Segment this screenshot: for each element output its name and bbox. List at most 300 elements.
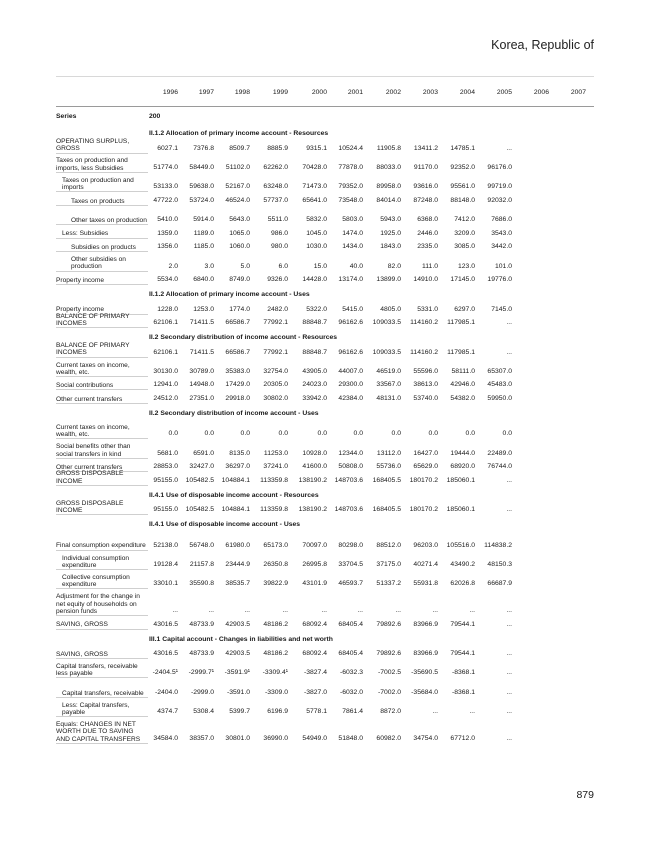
row-label: BALANCE OF PRIMARY INCOMES xyxy=(56,312,130,327)
cell-2005: 76744.0 xyxy=(487,463,512,471)
cell-2001: 148703.6 xyxy=(334,506,363,514)
cell-1996: 30130.0 xyxy=(153,367,178,375)
row-label: Adjustment for the change in net equity of households on pension funds xyxy=(56,593,140,615)
cell-2001: 1434.0 xyxy=(342,243,363,251)
cell-1996: 19128.4 xyxy=(153,561,178,569)
cell-2001: 7861.4 xyxy=(342,708,363,716)
cell-2005: ... xyxy=(506,348,512,356)
cell-2000: 15.0 xyxy=(313,262,327,270)
cell-2000: 71473.0 xyxy=(302,183,327,191)
cell-1996: 95155.0 xyxy=(153,506,178,514)
cell-2003: -35684.0 xyxy=(411,688,438,696)
row-label: Other subsidies on production xyxy=(71,256,126,271)
cell-1998: 42903.5 xyxy=(225,620,250,628)
cell-2004: 88148.0 xyxy=(450,196,475,204)
cell-1999: 32754.0 xyxy=(263,367,288,375)
series-label: Series xyxy=(56,113,77,120)
cell-2003: 96203.0 xyxy=(413,541,438,549)
section-heading: II.2 Secondary distribution of income account - Resources xyxy=(149,334,338,342)
table-row xyxy=(0,312,650,329)
cell-1999: 0.0 xyxy=(278,430,288,438)
cell-1997: 5914.0 xyxy=(193,216,214,224)
cell-1999: ... xyxy=(282,607,288,614)
section-heading: III.1 Capital account - Changes in liabilities and net worth xyxy=(149,635,333,643)
cell-2005: 45483.0 xyxy=(487,381,512,389)
cell-1997: 7376.8 xyxy=(193,144,214,152)
table-row xyxy=(0,390,650,404)
cell-1998: 5643.0 xyxy=(229,216,250,224)
cell-1997: 58449.0 xyxy=(189,163,214,171)
cell-1996: 34584.0 xyxy=(153,734,178,742)
cell-1996: 1228.0 xyxy=(157,305,178,313)
cell-2001: 0.0 xyxy=(353,430,363,438)
cell-2004: 105516.0 xyxy=(446,541,475,549)
cell-2000: 138190.2 xyxy=(298,506,327,514)
cell-2001: 96162.6 xyxy=(338,319,363,327)
table-row xyxy=(0,239,650,253)
cell-1999: 57737.0 xyxy=(263,196,288,204)
cell-2003: 180170.2 xyxy=(409,476,438,484)
cell-1996: 51774.0 xyxy=(153,163,178,171)
cell-2004: 123.0 xyxy=(457,262,475,270)
cell-2002: 82.0 xyxy=(387,262,401,270)
cell-2005: ... xyxy=(506,650,512,657)
cell-2002: 11905.8 xyxy=(376,144,401,152)
cell-2003: -35690.5 xyxy=(411,669,438,677)
cell-1998: 36297.0 xyxy=(225,463,250,471)
cell-1996: 0.0 xyxy=(168,430,178,438)
cell-1998: 66586.7 xyxy=(225,348,250,356)
cell-1999: 9326.0 xyxy=(267,276,288,284)
cell-2003: 6368.0 xyxy=(417,216,438,224)
year-header-2005: 2005 xyxy=(496,89,512,96)
cell-2005: 96176.0 xyxy=(487,163,512,171)
cell-1999: 11253.0 xyxy=(263,449,288,457)
cell-1996: 24512.0 xyxy=(153,394,178,402)
cell-1997: 14948.0 xyxy=(189,381,214,389)
cell-1996: 1356.0 xyxy=(157,243,178,251)
cell-2004: 185060.1 xyxy=(446,506,475,514)
year-header-1999: 1999 xyxy=(272,89,288,96)
table-row xyxy=(0,420,650,439)
row-label: Capital transfers, receivable xyxy=(62,689,144,697)
cell-1997: 30789.0 xyxy=(189,367,214,375)
cell-1998: 66586.7 xyxy=(225,319,250,327)
row-label: OPERATING SURPLUS, GROSS xyxy=(56,138,130,153)
table-row xyxy=(0,272,650,286)
row-underline xyxy=(56,743,148,744)
cell-2004: 0.0 xyxy=(465,430,475,438)
cell-2004: 185060.1 xyxy=(446,476,475,484)
cell-2005: 66687.9 xyxy=(487,580,512,588)
cell-2004: 6297.0 xyxy=(454,305,475,313)
cell-2001: -6032.3 xyxy=(339,669,363,677)
accounts-table xyxy=(0,124,650,744)
cell-2004: 19444.0 xyxy=(450,449,475,457)
cell-2003: 16427.0 xyxy=(413,449,438,457)
cell-2005: 101.0 xyxy=(494,262,512,270)
page-number: 879 xyxy=(576,789,594,801)
cell-1998: 8135.0 xyxy=(229,449,250,457)
cell-1996: 28853.0 xyxy=(153,463,178,471)
cell-1997: 6591.0 xyxy=(193,449,214,457)
cell-2004: 68920.0 xyxy=(450,463,475,471)
cell-2001: 68405.4 xyxy=(338,620,363,628)
cell-1997: 6840.0 xyxy=(193,276,214,284)
section-heading-row xyxy=(0,404,650,420)
year-header-2007: 2007 xyxy=(570,89,586,96)
row-label: Current taxes on income, wealth, etc. xyxy=(56,361,130,376)
row-label: Other current transfers xyxy=(56,464,123,472)
cell-2005: 3442.0 xyxy=(491,243,512,251)
cell-2003: 14910.0 xyxy=(413,276,438,284)
cell-1999: 63248.0 xyxy=(263,183,288,191)
cell-2004: 43490.2 xyxy=(450,561,475,569)
table-row xyxy=(0,192,650,206)
row-label: Current taxes on income, wealth, etc. xyxy=(56,423,130,439)
cell-1998: 52167.0 xyxy=(225,183,250,191)
section-heading: II.1.2 Allocation of primary income account - Uses xyxy=(149,291,310,299)
cell-2001: 5803.0 xyxy=(342,216,363,224)
cell-2005: ... xyxy=(506,669,512,677)
year-header-2006: 2006 xyxy=(533,89,549,96)
cell-2001: 50808.0 xyxy=(338,463,363,471)
table-row xyxy=(0,206,650,225)
section-heading-row xyxy=(0,285,650,301)
cell-2000: 65641.0 xyxy=(302,196,327,204)
cell-2002: 5943.0 xyxy=(380,216,401,224)
section-heading: II.4.1 Use of disposable income account - Resources xyxy=(149,491,319,499)
cell-2002: 168405.5 xyxy=(372,476,401,484)
cell-1997: 105482.5 xyxy=(185,476,214,484)
cell-2002: 55736.0 xyxy=(376,463,401,471)
cell-1999: 30802.0 xyxy=(263,394,288,402)
cell-1998: 38535.7 xyxy=(225,580,250,588)
cell-2005: 99719.0 xyxy=(487,183,512,191)
cell-1997: 1185.0 xyxy=(193,243,214,251)
cell-2001: 5415.0 xyxy=(342,305,363,313)
cell-2000: -3827.0 xyxy=(303,688,327,696)
cell-1999: 62262.0 xyxy=(263,163,288,171)
cell-2001: 68405.4 xyxy=(338,650,363,657)
cell-1996: 5410.0 xyxy=(157,216,178,224)
cell-2003: 5331.0 xyxy=(417,305,438,313)
cell-2000: 54949.0 xyxy=(302,734,327,742)
table-row xyxy=(0,659,650,678)
cell-2000: 14428.0 xyxy=(302,276,327,284)
cell-2005: 92032.0 xyxy=(487,196,512,204)
cell-2001: 46593.7 xyxy=(338,580,363,588)
cell-2004: 17145.0 xyxy=(450,276,475,284)
year-header-1997: 1997 xyxy=(198,89,214,96)
cell-2002: 79892.6 xyxy=(376,620,401,628)
row-label: Property income xyxy=(56,276,105,284)
cell-1998: 1060.0 xyxy=(229,243,250,251)
row-label: Taxes on production and imports, less Subsidies xyxy=(56,157,128,172)
table-row xyxy=(0,472,650,486)
year-header-1996: 1996 xyxy=(162,89,178,96)
cell-2003: 111.0 xyxy=(422,262,438,270)
table-row xyxy=(0,717,650,744)
table-row xyxy=(0,225,650,239)
cell-2004: 117985.1 xyxy=(447,319,475,327)
cell-1999: 20305.0 xyxy=(263,381,288,389)
series-value: 200 xyxy=(149,113,161,120)
cell-1998: 104884.1 xyxy=(221,506,250,514)
cell-1996: 43016.5 xyxy=(153,650,178,657)
cell-2002: 8872.0 xyxy=(380,708,401,716)
row-label: SAVING, GROSS xyxy=(56,621,108,629)
cell-2003: 53740.0 xyxy=(413,394,438,402)
cell-1997: 38357.0 xyxy=(189,734,214,742)
cell-1997: 32427.0 xyxy=(189,463,214,471)
row-label: Social contributions xyxy=(56,382,114,390)
cell-2002: 89958.0 xyxy=(376,183,401,191)
country-title: Korea, Republic of xyxy=(491,38,594,52)
cell-2003: 2335.0 xyxy=(417,243,438,251)
cell-2004: -8368.1 xyxy=(451,669,475,677)
cell-1998: 35383.0 xyxy=(225,367,250,375)
cell-2002: 37175.0 xyxy=(376,561,401,569)
cell-2001: ... xyxy=(357,607,363,614)
table-row xyxy=(0,698,650,717)
cell-2003: 2446.0 xyxy=(417,229,438,237)
cell-2002: 88512.0 xyxy=(376,541,401,549)
cell-2002: 33567.0 xyxy=(376,381,401,389)
cell-1999: 6.0 xyxy=(278,262,288,270)
row-label: SAVING, GROSS xyxy=(56,650,108,658)
cell-2002: 109033.5 xyxy=(372,348,401,356)
cell-2003: ... xyxy=(432,708,438,716)
cell-2003: 91170.0 xyxy=(413,163,438,171)
section-heading-row xyxy=(0,515,650,531)
cell-2000: 10928.0 xyxy=(302,449,327,457)
cell-1997: 5308.4 xyxy=(193,708,214,716)
row-label: Other current transfers xyxy=(56,395,123,403)
table-row xyxy=(0,646,650,660)
cell-1999: 37241.0 xyxy=(263,463,288,471)
cell-2003: 114160.2 xyxy=(410,348,438,356)
cell-1998: -3591.0 xyxy=(226,688,250,696)
cell-2000: 1030.0 xyxy=(306,243,327,251)
cell-2000: 5778.1 xyxy=(306,708,327,716)
cell-1996: ... xyxy=(172,607,178,614)
cell-2001: 13174.0 xyxy=(338,276,363,284)
cell-2000: 88848.7 xyxy=(302,348,327,356)
cell-1999: 36990.0 xyxy=(263,734,288,742)
cell-2002: 79892.6 xyxy=(376,650,401,657)
cell-2004: 58111.0 xyxy=(451,367,475,375)
cell-2003: 0.0 xyxy=(428,430,438,438)
cell-2004: 3085.0 xyxy=(454,243,475,251)
cell-2000: 88848.7 xyxy=(302,319,327,327)
cell-1999: 48186.2 xyxy=(263,650,288,657)
cell-2002: 46519.0 xyxy=(376,367,401,375)
cell-2005: 22489.0 xyxy=(487,449,512,457)
cell-2005: 7686.0 xyxy=(491,216,512,224)
cell-2003: 93616.0 xyxy=(413,183,438,191)
cell-1996: 43016.5 xyxy=(153,620,178,628)
cell-1999: -3309.4¹ xyxy=(262,669,288,677)
cell-1996: 33010.1 xyxy=(153,580,178,588)
cell-2002: 60982.0 xyxy=(376,734,401,742)
table-row xyxy=(0,344,650,358)
cell-1999: 39822.9 xyxy=(263,580,288,588)
row-label: Equals: CHANGES IN NET WORTH DUE TO SAVING AND CAPITAL TRANSFERS xyxy=(56,721,141,743)
cell-1996: 95155.0 xyxy=(153,476,178,484)
row-label: Final consumption expenditure xyxy=(56,542,146,550)
cell-1996: 62106.1 xyxy=(153,319,178,327)
cell-1998: 104884.1 xyxy=(221,476,250,484)
cell-2004: 92352.0 xyxy=(450,163,475,171)
cell-2003: 83966.9 xyxy=(413,620,438,628)
cell-1999: 6196.9 xyxy=(267,708,288,716)
cell-2000: 70097.0 xyxy=(302,541,327,549)
table-row xyxy=(0,616,650,630)
cell-2004: 7412.0 xyxy=(454,216,475,224)
table-row xyxy=(0,678,650,697)
cell-1997: 71411.5 xyxy=(189,319,214,327)
cell-1999: 113359.8 xyxy=(260,476,288,484)
year-header-2001: 2001 xyxy=(347,89,363,96)
cell-1999: -3309.0 xyxy=(264,688,288,696)
row-label: Less: Subsidies xyxy=(62,230,109,238)
cell-2005: ... xyxy=(506,734,512,742)
cell-2005: 48150.3 xyxy=(487,561,512,569)
cell-1997: 48733.9 xyxy=(189,650,214,657)
cell-1998: 5.0 xyxy=(240,262,250,270)
row-label: Other taxes on production xyxy=(71,216,147,224)
cell-2001: 33704.5 xyxy=(338,561,363,569)
cell-2001: 29300.0 xyxy=(338,381,363,389)
cell-2001: -6032.0 xyxy=(339,688,363,696)
cell-2004: 54382.0 xyxy=(450,394,475,402)
cell-2002: -7002.0 xyxy=(377,688,401,696)
cell-2001: 44007.0 xyxy=(338,367,363,375)
row-label: GROSS DISPOSABLE INCOME xyxy=(56,499,124,515)
year-header-2002: 2002 xyxy=(385,89,401,96)
cell-2002: 4805.0 xyxy=(380,305,401,313)
row-label: Taxes on products xyxy=(71,197,125,205)
cell-2001: 42384.0 xyxy=(338,394,363,402)
cell-1996: 2.0 xyxy=(168,262,178,270)
row-label: BALANCE OF PRIMARY INCOMES xyxy=(56,342,130,357)
table-row xyxy=(0,140,650,154)
cell-1997: 71411.5 xyxy=(189,348,214,356)
cell-1998: 51102.0 xyxy=(225,163,250,171)
cell-1996: 1359.0 xyxy=(157,229,178,237)
cell-2003: 114160.2 xyxy=(410,319,438,327)
cell-1997: ... xyxy=(208,607,214,614)
cell-1996: 62106.1 xyxy=(153,348,178,356)
row-label: Less: Capital transfers, payable xyxy=(62,701,130,716)
cell-2004: 14785.1 xyxy=(450,144,475,152)
cell-1997: 1189.0 xyxy=(193,229,214,237)
cell-1997: 3.0 xyxy=(204,262,214,270)
row-label: Social benefits other than social transfers in kind xyxy=(56,443,131,458)
cell-2004: -8368.1 xyxy=(451,688,475,696)
cell-1997: 48733.9 xyxy=(189,620,214,628)
cell-2002: 1925.0 xyxy=(380,229,401,237)
year-header-row xyxy=(0,89,650,99)
cell-2004: 67712.0 xyxy=(450,734,475,742)
table-row xyxy=(0,589,650,616)
row-label: Taxes on production and imports xyxy=(62,176,134,192)
cell-2005: ... xyxy=(506,476,512,484)
cell-2004: 79544.1 xyxy=(450,650,475,657)
cell-1999: 26350.8 xyxy=(263,561,288,569)
year-header-2004: 2004 xyxy=(459,89,475,96)
cell-2000: 70428.0 xyxy=(302,163,327,171)
table-row xyxy=(0,173,650,192)
cell-2002: 1843.0 xyxy=(380,243,401,251)
cell-1999: 77992.1 xyxy=(263,348,288,356)
cell-2005: ... xyxy=(506,607,512,614)
cell-2000: 43101.9 xyxy=(302,580,327,588)
cell-2002: 51337.2 xyxy=(376,580,401,588)
cell-1996: 12941.0 xyxy=(153,381,178,389)
cell-1996: 52138.0 xyxy=(153,541,178,549)
cell-2003: 38613.0 xyxy=(413,381,438,389)
cell-1997: 0.0 xyxy=(204,430,214,438)
row-label: Individual consumption expenditure xyxy=(62,554,130,569)
cell-2003: 13411.2 xyxy=(413,144,438,152)
cell-2000: 68092.4 xyxy=(302,620,327,628)
cell-2000: 26995.8 xyxy=(302,561,327,569)
cell-2002: 13899.0 xyxy=(376,276,401,284)
year-divider xyxy=(56,106,594,107)
cell-2000: 9315.1 xyxy=(306,144,327,152)
table-row xyxy=(0,377,650,391)
cell-1997: -2999.0 xyxy=(190,688,214,696)
cell-2000: 68092.4 xyxy=(302,650,327,657)
section-heading: II.2 Secondary distribution of income account - Uses xyxy=(149,409,319,417)
year-header-2003: 2003 xyxy=(422,89,438,96)
cell-2001: 80298.0 xyxy=(338,541,363,549)
cell-1999: 986.0 xyxy=(270,229,288,237)
cell-2005: ... xyxy=(506,708,512,716)
cell-2004: ... xyxy=(469,708,475,716)
cell-1998: 1065.0 xyxy=(229,229,250,237)
top-divider xyxy=(56,76,594,77)
cell-2000: 1045.0 xyxy=(306,229,327,237)
cell-2000: 24023.0 xyxy=(302,381,327,389)
cell-1997: -2999.7¹ xyxy=(188,669,214,677)
cell-2000: 33942.0 xyxy=(302,394,327,402)
cell-2004: 3209.0 xyxy=(454,229,475,237)
cell-1999: 48186.2 xyxy=(263,620,288,628)
cell-2001: 10524.4 xyxy=(338,144,363,152)
cell-1999: 8885.9 xyxy=(267,144,288,152)
cell-1998: 5399.7 xyxy=(229,708,250,716)
cell-2004: 95561.0 xyxy=(450,183,475,191)
table-row xyxy=(0,154,650,173)
cell-2003: 34754.0 xyxy=(413,734,438,742)
table-row xyxy=(0,551,650,570)
cell-1996: 5534.0 xyxy=(157,276,178,284)
year-header-1998: 1998 xyxy=(234,89,250,96)
cell-1996: 5681.0 xyxy=(157,449,178,457)
cell-2002: 48131.0 xyxy=(376,394,401,402)
cell-2002: 0.0 xyxy=(391,430,401,438)
cell-2000: ... xyxy=(321,607,327,614)
cell-2005: 59950.0 xyxy=(487,394,512,402)
cell-1998: 17429.0 xyxy=(225,381,250,389)
cell-1997: 59638.0 xyxy=(189,183,214,191)
cell-2001: 1474.0 xyxy=(342,229,363,237)
cell-2001: 51848.0 xyxy=(338,734,363,742)
cell-2002: -7002.5 xyxy=(377,669,401,677)
